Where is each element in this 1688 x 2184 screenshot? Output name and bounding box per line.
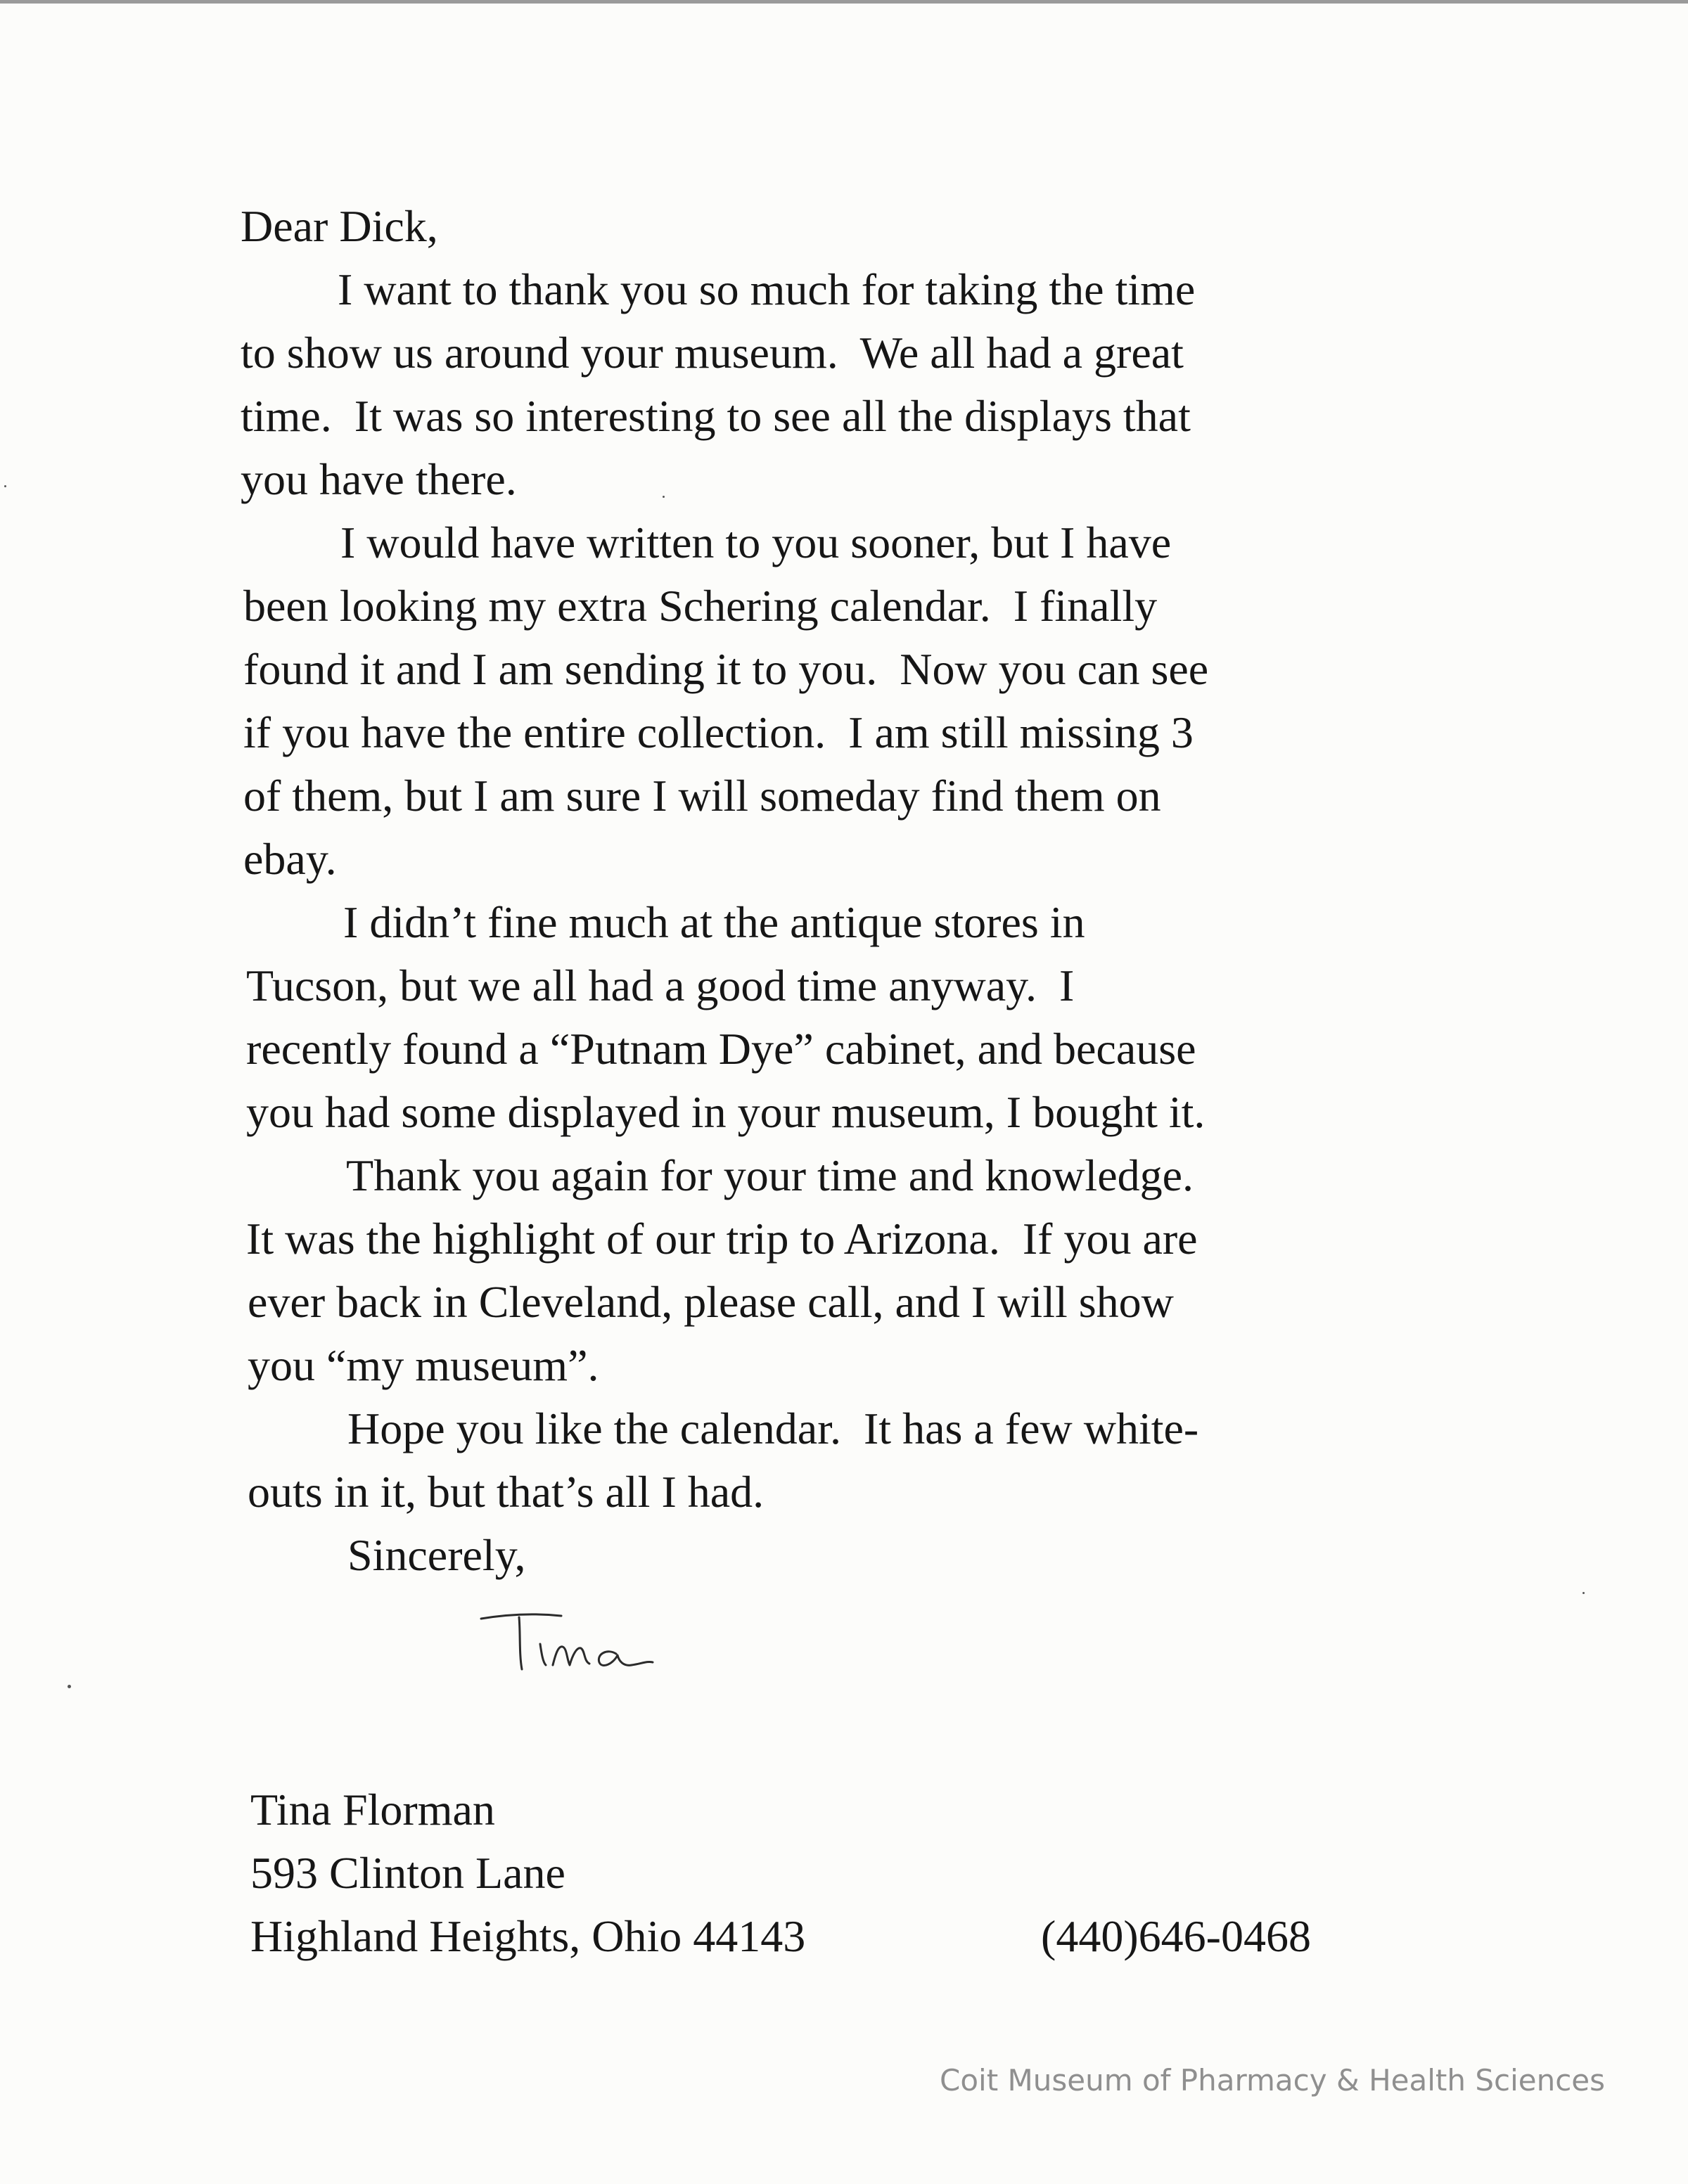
body-line: if you have the entire collection. I am still missing 3 — [243, 707, 1194, 757]
body-line: you have there. — [241, 454, 517, 504]
body-line: you “my museum”. — [248, 1340, 599, 1390]
body-line: I would have written to you sooner, but I have — [340, 518, 1172, 567]
body-line: It was the highlight of our trip to Arizona. If you are — [246, 1214, 1198, 1264]
body-line: to show us around your museum. We all had a great — [241, 328, 1184, 378]
salutation: Dear Dick, — [241, 201, 438, 251]
body-line: outs in it, but that’s all I had. — [248, 1467, 765, 1517]
body-line: been looking my extra Schering calendar. I finally — [243, 581, 1158, 631]
handwritten-signature — [478, 1605, 689, 1682]
body-line: you had some displayed in your museum, I bought it. — [246, 1087, 1206, 1137]
closing: Sincerely, — [347, 1530, 526, 1580]
paper-speck — [4, 485, 6, 487]
body-line: I want to thank you so much for taking the time — [338, 264, 1196, 314]
body-line: of them, but I am sure I will someday find them on — [243, 771, 1161, 821]
body-line: ebay. — [243, 834, 337, 884]
body-line: Thank you again for your time and knowledge. — [346, 1150, 1194, 1200]
sender-name: Tina Florman — [250, 1785, 495, 1835]
museum-watermark: Coit Museum of Pharmacy & Health Sciences — [940, 2063, 1606, 2098]
body-line: ever back in Cleveland, please call, and I will show — [248, 1277, 1174, 1327]
body-line: found it and I am sending it to you. Now you can see — [243, 644, 1209, 694]
paper-speck — [663, 496, 665, 498]
body-line: I didn’t fine much at the antique stores in — [343, 897, 1085, 947]
sender-city-state-zip: Highland Heights, Ohio 44143 — [250, 1911, 806, 1961]
body-line: recently found a “Putnam Dye” cabinet, and because — [246, 1024, 1196, 1074]
body-line: Hope you like the calendar. It has a few white- — [347, 1403, 1199, 1453]
paper-speck — [68, 1685, 71, 1688]
paper-speck — [1582, 1592, 1585, 1594]
body-line: time. It was so interesting to see all the displays that — [241, 391, 1191, 441]
sender-street: 593 Clinton Lane — [250, 1848, 565, 1898]
body-line: Tucson, but we all had a good time anyway. I — [246, 961, 1075, 1010]
sender-phone: (440)646-0468 — [1041, 1911, 1311, 1961]
